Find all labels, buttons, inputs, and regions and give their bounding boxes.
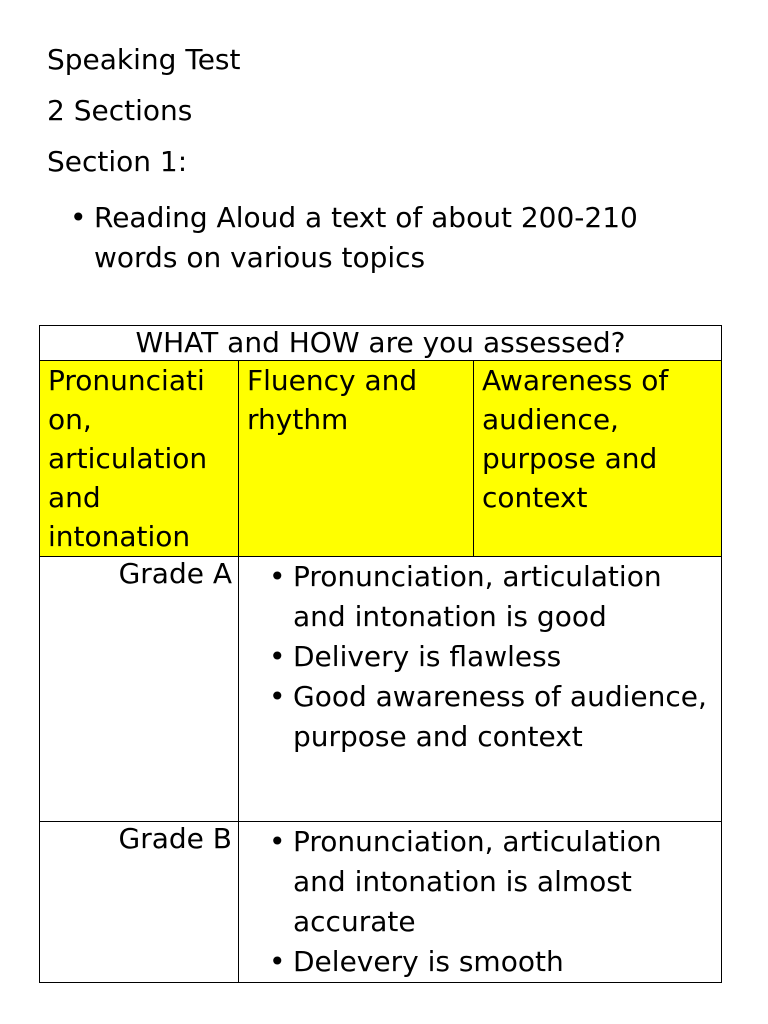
grade-points-list (239, 557, 721, 757)
bullet-icon: • (269, 945, 286, 978)
section-label: Section 1: (47, 145, 188, 178)
grade-description (239, 822, 722, 983)
grade-label: Grade A (40, 557, 239, 822)
list-item: • Pronunciation, articulation and intonation is good (269, 557, 721, 637)
sections-count: 2 Sections (47, 94, 193, 127)
bullet-icon: • (70, 201, 87, 234)
bullet-icon: • (269, 560, 286, 593)
list-item: • Delevery is smooth (269, 942, 721, 982)
criterion-pronunciation: Pronunciati on, articulation and intonation (40, 361, 239, 557)
document-title: Speaking Test (47, 43, 241, 76)
grade-label: Grade B (40, 822, 239, 983)
grade-description (239, 557, 722, 822)
bullet-icon: • (269, 680, 286, 713)
criterion-awareness: Awareness of audience, purpose and context (474, 361, 722, 557)
intro-bullet-text: Reading Aloud a text of about 200-210 words on various topics (94, 201, 638, 274)
bullet-icon: • (269, 640, 286, 673)
list-item: • Pronunciation, articulation and intonation is almost accurate (269, 822, 721, 942)
criteria-row (40, 361, 722, 557)
table-header: WHAT and HOW are you assessed? (40, 326, 722, 361)
table-header-row (40, 326, 722, 361)
grade-row (40, 822, 722, 983)
bullet-icon: • (269, 825, 286, 858)
assessment-table (39, 325, 722, 983)
list-item: • Good awareness of audience, purpose and context (269, 677, 721, 757)
list-item: • Delivery is flawless (269, 637, 721, 677)
grade-points-list (239, 822, 721, 982)
criterion-fluency: Fluency and rhythm (239, 361, 474, 557)
grade-row (40, 557, 722, 822)
intro-bullet-item (70, 198, 730, 278)
